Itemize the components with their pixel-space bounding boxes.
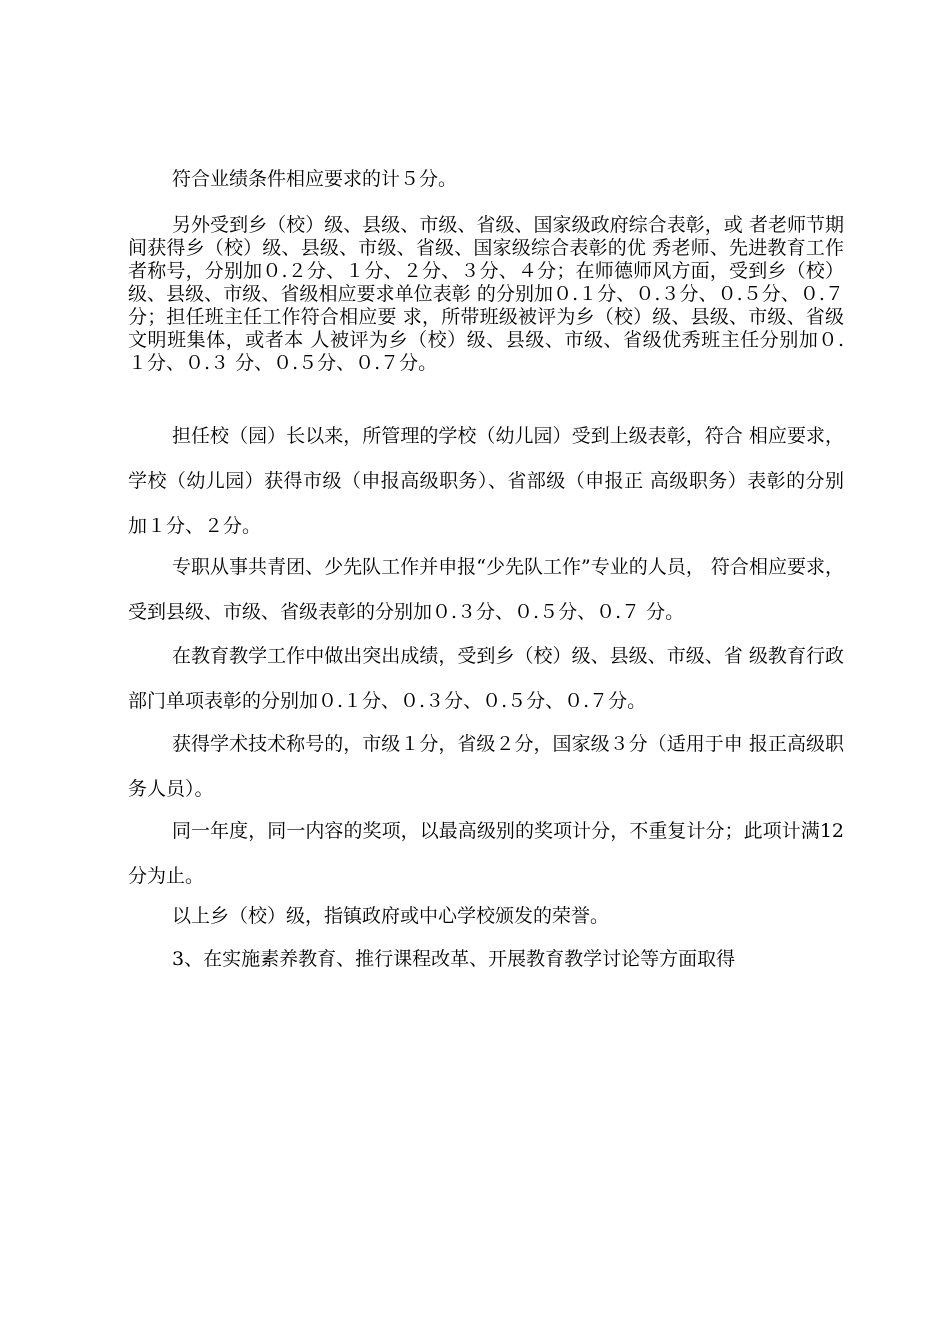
paragraph-4: 专职从事共青团、少先队工作并申报“少先队工作”专业的人员， 符合相应要求，受到县级、市级、省级表彰的分别加０.３分、０.５分、０.７ 分。 [128, 556, 844, 623]
paragraph-1: 符合业绩条件相应要求的计５分。 [172, 168, 458, 190]
paragraph-5: 在教育教学工作中做出突出成绩，受到乡（校）级、县级、市级、省 级教育行政部门单项表彰的分别加０.１分、０.３分、０.５分、０.７分。 [128, 645, 844, 712]
paragraph-9: 3、在实施素养教育、推行课程改革、开展教育教学讨论等方面取得 [172, 948, 736, 970]
paragraph-2: 另外受到乡（校）级、县级、市级、省级、国家级政府综合表彰，或 者老师节期间获得乡（校）级、县级、市级、省级、国家级综合表彰的优 秀老师、先进教育工作者称号，分别加０.２分、１分、２分、３分、４分；在师德师风方面，受到乡（校）级、县级、市级、省级相应要求单位表彰 的分别加０.１分、０.３分、０.５分、０.７分；担任班主任工作符合相应要 求，所带班级被评为乡（校）级、县级、市级、省级文明班集体，或者本 人被评为乡（校）级、县级、市级、省级优秀班主任分别加０. １分、０.３ 分、０.５分、０.７分。 [128, 214, 844, 374]
paragraph-6: 获得学术技术称号的，市级１分，省级２分，国家级３分（适用于申 报正高级职务人员）。 [128, 733, 844, 800]
paragraph-3: 担任校（园）长以来，所管理的学校（幼儿园）受到上级表彰，符合 相应要求，学校（幼儿园）获得市级（申报高级职务）、省部级（申报正 高级职务）表彰的分别加１分、２分。 [128, 425, 844, 537]
paragraph-8: 以上乡（校）级，指镇政府或中心学校颁发的荣誉。 [172, 905, 610, 927]
paragraph-7: 同一年度，同一内容的奖项，以最高级别的奖项计分，不重复计分；此项计满12分为止。 [128, 820, 844, 887]
